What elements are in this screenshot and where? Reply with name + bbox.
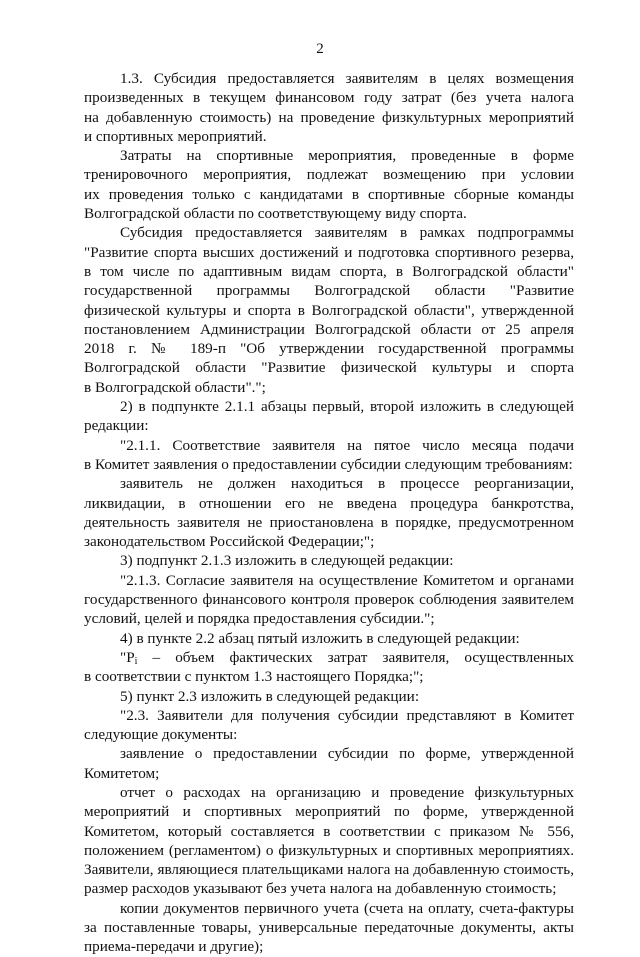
text-line: деятельность заявителя не приостановлена в порядке, предусмотренном [84,513,574,531]
subscript: i [134,655,138,667]
text-line: физической культуры и спорта в Волгоградской области", утвержденной [84,301,574,319]
text-line-rest: – объем фактических затрат заявителя, осуществленных [137,648,574,666]
text-line-start: "P [120,648,135,666]
text-line: условий, целей и порядка предоставления субсидии."; [84,610,435,628]
text-line: их проведения только с кандидатами в спортивные сборные команды [84,185,574,203]
text-line: "2.1.1. Соответствие заявителя на пятое число месяца подачи [120,436,574,454]
text-line: следующие документы: [84,726,238,744]
text-line: редакции: [84,417,149,435]
text-line: Волгоградской области "Развитие физической культуры и спорта [84,359,574,377]
text-line: Комитетом; [84,764,160,782]
text-line: государственной программы Волгоградской области "Развитие [84,282,574,300]
text-line: Комитетом, который составляется в соответствии с приказом № 556, [84,822,574,840]
text-line: и спортивных мероприятий. [84,127,267,145]
text-line: в Волгоградской области"."; [84,378,266,396]
text-line: тренировочного мероприятия, подлежат возмещению при условии [84,166,574,184]
text-line: "Развитие спорта высших достижений и подготовка спортивного резерва, [84,243,574,261]
document-body [84,69,574,957]
text-line: Субсидия предоставляется заявителям в рамках подпрограммы [120,224,574,242]
text-line: 2018 г. № 189-п "Об утверждении государственной программы [84,340,574,358]
text-line: Затраты на спортивные мероприятия, проведенные в форме [120,147,574,165]
text-line: заявление о предоставлении субсидии по форме, утвержденной [120,745,574,763]
text-line: "2.1.3. Согласие заявителя на осуществление Комитетом и органами [120,571,574,589]
text-line: 3) подпункт 2.1.3 изложить в следующей редакции: [120,552,454,570]
text-line: приема-передачи и другие); [84,938,264,956]
text-line: размер расходов указывают без учета налога на добавленную стоимость; [84,880,557,898]
text-line: мероприятий и спортивных мероприятий по форме, утвержденной [84,803,574,821]
text-line: 2) в подпункте 2.1.1 абзацы первый, второй изложить в следующей [120,398,574,416]
text-line: копии документов первичного учета (счета на оплату, счета-фактуры [120,899,574,917]
text-line: произведенных в текущем финансовом году затрат (без учета налога [84,89,574,107]
text-line: положением (регламентом) о физкультурных и спортивных мероприятиях. [84,841,574,859]
text-line [84,648,574,667]
text-line: в Комитет заявления о предоставлении субсидии следующим требованиям: [84,455,573,473]
text-line: ликвидации, в отношении его не введена процедура банкротства, [84,494,574,512]
text-line: Волгоградской области по соответствующему виду спорта. [84,205,467,223]
page-number: 2 [316,41,324,57]
text-line: 1.3. Субсидия предоставляется заявителям в целях возмещения [120,70,574,87]
text-line: Заявители, являющиеся плательщиками налога на добавленную стоимость, [84,861,574,879]
text-line: за поставленные товары, универсальные передаточные документы, акты [84,919,574,937]
text-line: 4) в пункте 2.2 абзац пятый изложить в следующей редакции: [120,629,520,647]
text-line: в соответствии с пунктом 1.3 настоящего Порядка;"; [84,668,424,686]
text-line: 5) пункт 2.3 изложить в следующей редакции: [120,687,420,705]
text-line: заявитель не должен находиться в процессе реорганизации, [120,475,574,493]
text-line: постановлением Администрации Волгоградской области от 25 апреля [84,320,574,338]
text-line: "2.3. Заявители для получения субсидии представляют в Комитет [120,706,574,724]
text-line: отчет о расходах на организацию и проведение физкультурных [120,783,574,801]
text-line: на добавленную стоимость) на проведение физкультурных мероприятий [84,108,574,126]
text-line: законодательством Российской Федерации;"; [84,533,375,551]
text-line: в том числе по адаптивным видам спорта, в Волгоградской области" [84,262,574,280]
text-line: государственного финансового контроля проверок соблюдения заявителем [84,591,574,609]
